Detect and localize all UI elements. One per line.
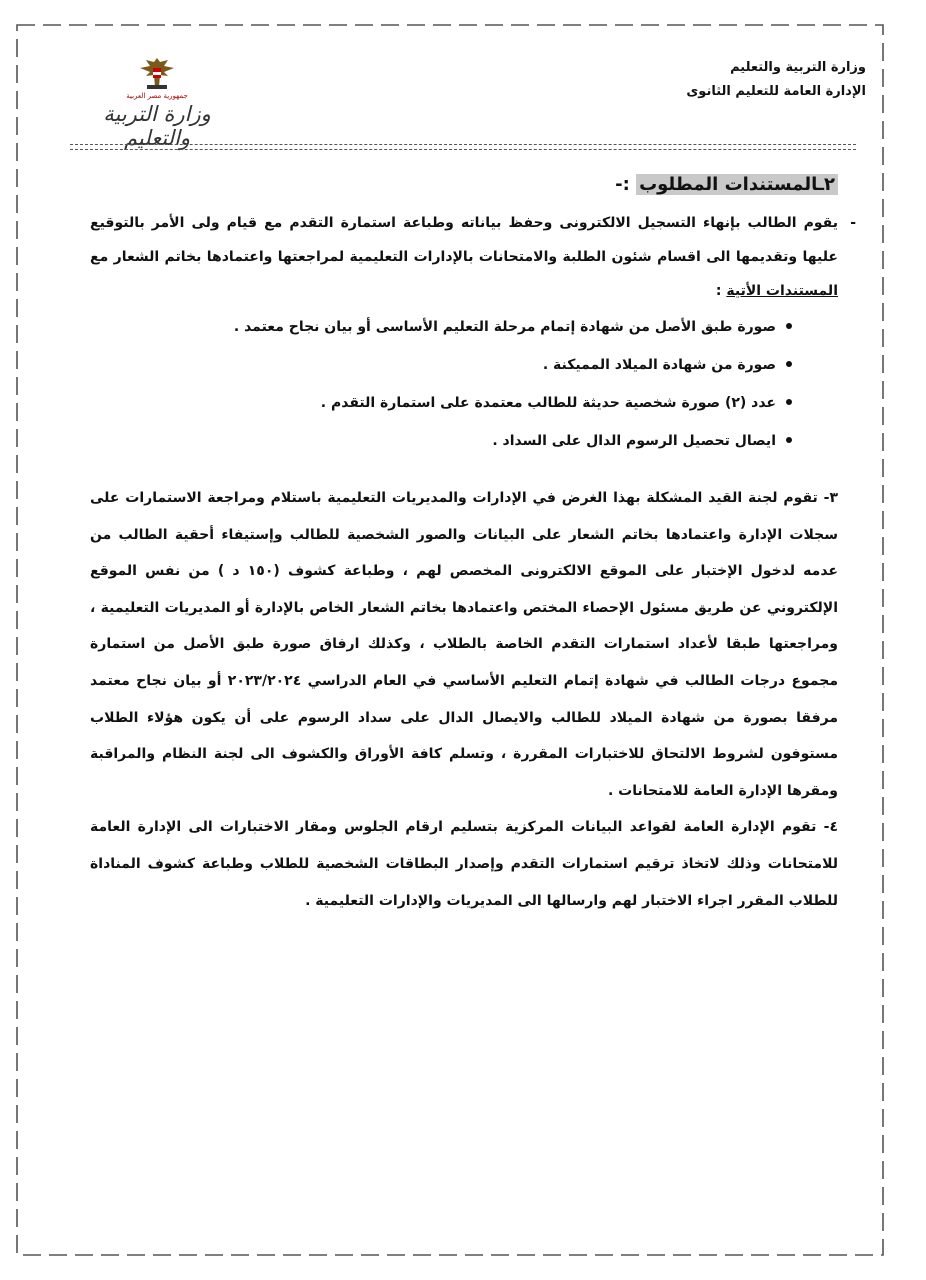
document-body: [90, 160, 856, 919]
section-2-number: ٢ـ: [817, 174, 835, 195]
list-item: ايصال تحصيل الرسوم الدال على السداد .: [90, 422, 776, 460]
section-2-title: المستندات المطلوب: [639, 174, 818, 195]
section-4-paragraph: ٤- تقوم الإدارة العامة لقواعد البيانات المركزية بتسليم ارقام الجلوس ومقار الاختبارات الى الإدارة العامة للامتحانات وذلك لاتخاذ ترقيم استمارات التقدم وإصدار البطاقات الشخصية للطلاب وطباعة كشوف المناداة للطلاب المقرر اجراء الاختبار لهم وارسالها الى المديريات والإدارات التعليمية .: [90, 819, 838, 909]
section-2-heading: [90, 170, 838, 200]
section-2-intro-underlined: المستندات الأتية: [726, 283, 838, 299]
department-name: الإدارة العامة للتعليم الثانوى: [686, 84, 866, 99]
section-2-title-suffix: :-: [615, 174, 630, 195]
eagle-emblem-icon: [92, 56, 222, 92]
ministry-logo: [92, 56, 222, 150]
section-2-intro-end: :: [715, 283, 722, 299]
section-2-intro: [90, 206, 856, 308]
list-item: صورة طبق الأصل من شهادة إتمام مرحلة التعليم الأساسى أو بيان نجاح معتمد .: [90, 308, 776, 346]
section-3-paragraph: ٣- تقوم لجنة القيد المشكلة بهذا الغرض في الإدارات والمديريات التعليمية باستلام ومراجعة الاستمارات على سجلات الإدارة واعتمادها بخاتم الشعار على البيانات والصور الشخصية للطالب وإستيفاء أحقية الطالب من عدمه لدخول الإختبار على الموقع الالكترونى المخصص لهم ، وطباعة كشوف (١٥٠ د ) من نفس الموقع الإلكتروني عن طريق مسئول الإحصاء المختص واعتمادها بخاتم الشعار الخاص بالإدارة أو المديريات التعليمية ، ومراجعتها طبقا لأعداد استمارات التقدم الخاصة بالطلاب ، وكذلك ارفاق صورة طبق الأصل من استمارة مجموع درجات الطالب في شهادة إتمام التعليم الأساسي في العام الدراسي ٢٠٢٣/٢٠٢٤ أو بيان نجاح معتمد مرفقا بصورة من شهادة الميلاد للطالب والايصال الدال على سداد الرسوم على أن يكون هؤلاء الطلاب مستوفون لشروط الالتحاق للاختبارات المقررة ، وتسلم كافة الأوراق والكشوف الى لجنة النظام والمراقبة ومقرها الإدارة العامة للامتحانات .: [90, 490, 838, 799]
letterhead: [60, 56, 866, 150]
section-2-intro-text: يقوم الطالب بإنهاء التسجيل الالكترونى وحفظ بياناته وطباعة استمارة التقدم مع قيام ولى الأمر بالتوقيع عليها وتقديمها الى اقسام شئون الطلبة والامتحانات بالإدارات التعليمية لمراجعتها واعتمادها بخاتم الشعار مع: [90, 215, 838, 265]
list-item: صورة من شهادة الميلاد المميكنة .: [90, 346, 776, 384]
ministry-name: وزارة التربية والتعليم: [730, 60, 866, 75]
list-item: عدد (٢) صورة شخصية حديثة للطالب معتمدة على استمارة التقدم .: [90, 384, 776, 422]
logo-caption: جمهورية مصر العربية: [126, 92, 188, 100]
section-2-title-highlight: [636, 174, 838, 195]
logo-calligraphy: وزارة التربية والتعليم: [103, 102, 211, 150]
header-divider: [70, 144, 856, 150]
dash-marker: -: [850, 215, 856, 231]
letterhead-text: [686, 56, 866, 104]
required-documents-list: [90, 308, 838, 460]
section-2-list: [90, 206, 856, 308]
